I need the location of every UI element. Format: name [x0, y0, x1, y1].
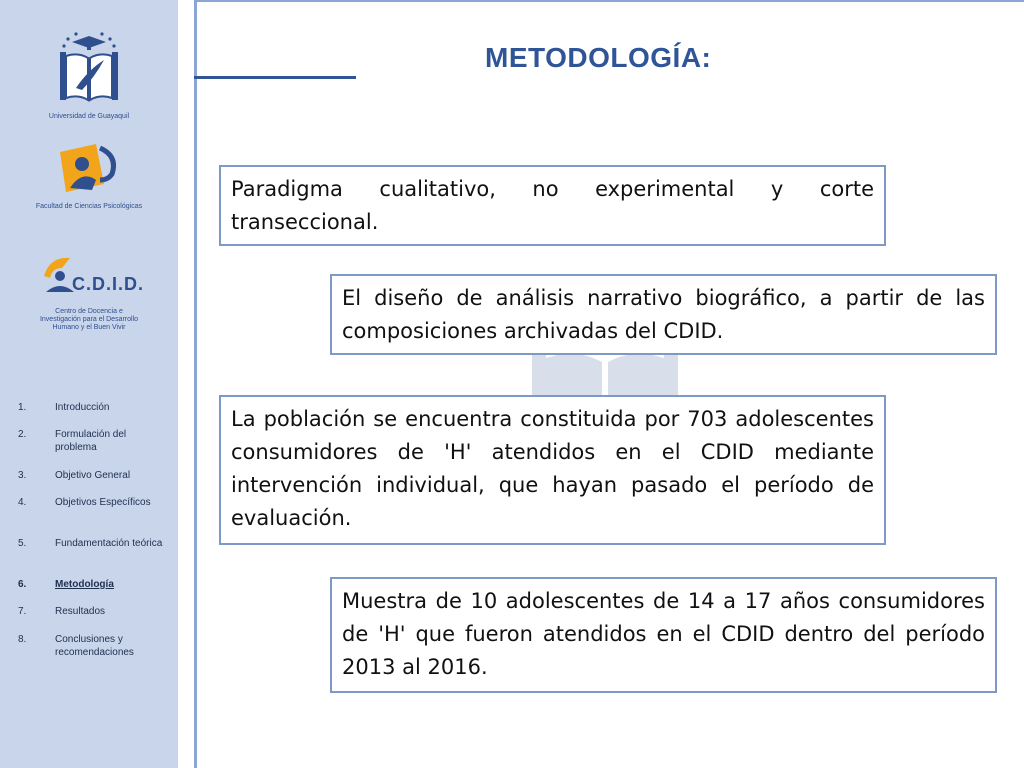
faculty-name: Facultad de Ciencias Psicológicas [35, 203, 143, 210]
faculty-emblem-icon [52, 140, 126, 198]
title-underline [194, 76, 356, 79]
sidebar: Universidad de Guayaquil Facultad de Ciencias Psicológicas C.D.I.D. Centro de Docencia e Investigación para el Desarrollo Humano y el Buen Vivir 1. Introducción 2. Formulación del problema 3. Objetivo General 4. Objetivos Específicos 5. Fundamentación teórica 6. Metodología 7. Resultados 8. Conclusiones y recomendaciones [0, 0, 178, 768]
slide-title: METODOLOGÍA: [485, 42, 712, 73]
top-divider [197, 0, 1024, 2]
university-book-icon [54, 30, 124, 108]
sample-box: Muestra de 10 adolescentes de 14 a 17 años consumidores de 'H' que fueron atendidos en el CDID dentro del período 2013 al 2016. [330, 577, 997, 693]
vertical-divider [194, 0, 197, 768]
cdid-logo [0, 250, 178, 332]
cdid-wordmark: C.D.I.D. [72, 274, 145, 294]
faculty-logo [0, 140, 178, 211]
cdid-name: Centro de Docencia e Investigación para el Desarrollo Humano y el Buen Vivir [39, 308, 139, 331]
paradigm-box: Paradigma cualitativo, no experimental y corte transeccional. [219, 165, 886, 246]
population-box: La población se encuentra constituida por 703 adolescentes consumidores de 'H' atendidos en el CDID mediante intervención individual, que hayan pasado el período de evaluación. [219, 395, 886, 545]
design-box: El diseño de análisis narrativo biográfico, a partir de las composiciones archivadas del CDID. [330, 274, 997, 355]
university-logo [0, 30, 178, 121]
university-name: Universidad de Guayaquil [48, 113, 130, 120]
